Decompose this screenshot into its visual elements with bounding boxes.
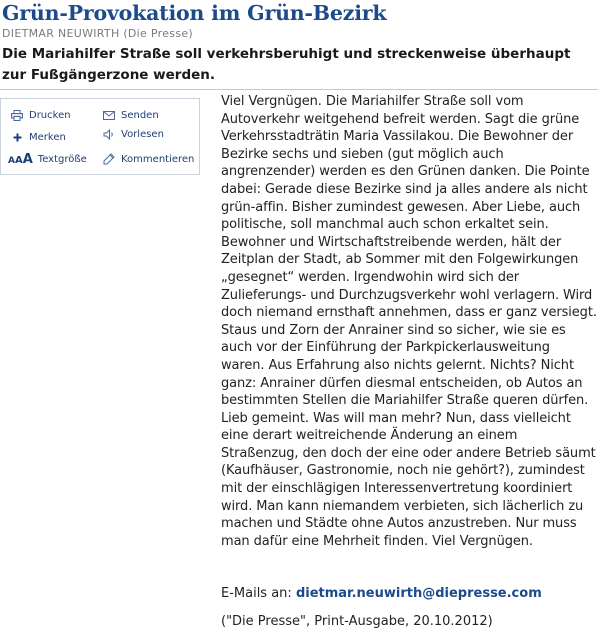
- print-button[interactable]: [10, 109, 71, 121]
- print-source: ("Die Presse", Print-Ausgabe, 20.10.2012): [221, 614, 493, 629]
- lead-divider: [0, 89, 598, 90]
- author-email-link[interactable]: dietmar.neuwirth@diepresse.com: [295, 586, 542, 601]
- author-contact: [221, 586, 542, 601]
- article-lead: Die Mariahilfer Straße soll verkehrsberuhigt und streckenweise überhaupt zur Fußgängerzone werden.: [2, 46, 571, 83]
- read-aloud-button[interactable]: [102, 128, 164, 140]
- speaker-icon: [102, 128, 116, 140]
- font-size-label: Textgröße: [37, 154, 87, 165]
- send-button[interactable]: [102, 109, 159, 121]
- print-label: Drucken: [29, 109, 71, 121]
- font-size-icon: AAA: [8, 152, 33, 167]
- article-toolbox: [0, 98, 200, 175]
- send-label: Senden: [121, 109, 159, 121]
- font-size-button[interactable]: [8, 153, 87, 166]
- plus-icon: [10, 131, 24, 143]
- article-body: Viel Vergnügen. Die Mariahilfer Straße soll vom Autoverkehr weitgehend befreit werden. Sagt die grüne Verkehrsstadträtin Maria Vassilakou. Die Bewohner der Bezirke sechs und sieben (gut möglich auch angrenzender) werden es den Grünen danken. Die Pointe dabei: Gerade diese Bezirke sind ja alles andere als nicht grün-affin. Bisher zumindest gewesen. Aber Liebe, auch politische, soll manchmal auch schon erkaltet sein. Bewohner und Wirtschaftstreibende werden, hält der Zeitplan der Stadt, ab Sommer mit den Folgewirkungen „gesegnet“ werden. Irgendwohin wird sich der Zulieferungs- und Durchzugsverkehr wohl verlagern. Wird doch niemand ernsthaft annehmen, dass er ganz versiegt. Staus und Zorn der Anrainer sind so sicher, wie sie es auch vor der Einführung der Parkpickerlausweitung waren. Aus Erfahrung also nichts gelernt. Nichts? Nicht ganz: Anrainer dürfen diesmal entscheiden, ob Autos an bestimmten Stellen die Mariahilfer Straße queren dürfen. Lieb gemeint. Was will man mehr? Nun, dass vielleicht eine derart weitreichende Änderung an einem Straßenzug, den doch der eine oder andere Betrieb säumt (Kaufhäuser, Gastronomie, noch nie gehört?), zumindest mit der einschlägigen Interessenvertretung koordiniert wird. Man kann niemandem verbieten, sich lächerlich zu machen und Städte ohne Autos anzustreben. Nur muss man dafür eine Mehrheit finden. Viel Vergnügen.: [221, 94, 597, 549]
- comment-button[interactable]: [102, 153, 194, 165]
- read-aloud-label: Vorlesen: [121, 128, 164, 140]
- article-byline: DIETMAR NEUWIRTH (Die Presse): [2, 27, 194, 40]
- bookmark-button[interactable]: [10, 131, 66, 143]
- email-prefix: E-Mails an:: [221, 586, 296, 601]
- envelope-icon: [102, 109, 116, 121]
- article-headline: Grün-Provokation im Grün-Bezirk: [2, 1, 387, 25]
- comment-label: Kommentieren: [121, 153, 195, 165]
- printer-icon: [10, 109, 24, 121]
- pencil-icon: [102, 153, 116, 165]
- bookmark-label: Merken: [29, 131, 66, 143]
